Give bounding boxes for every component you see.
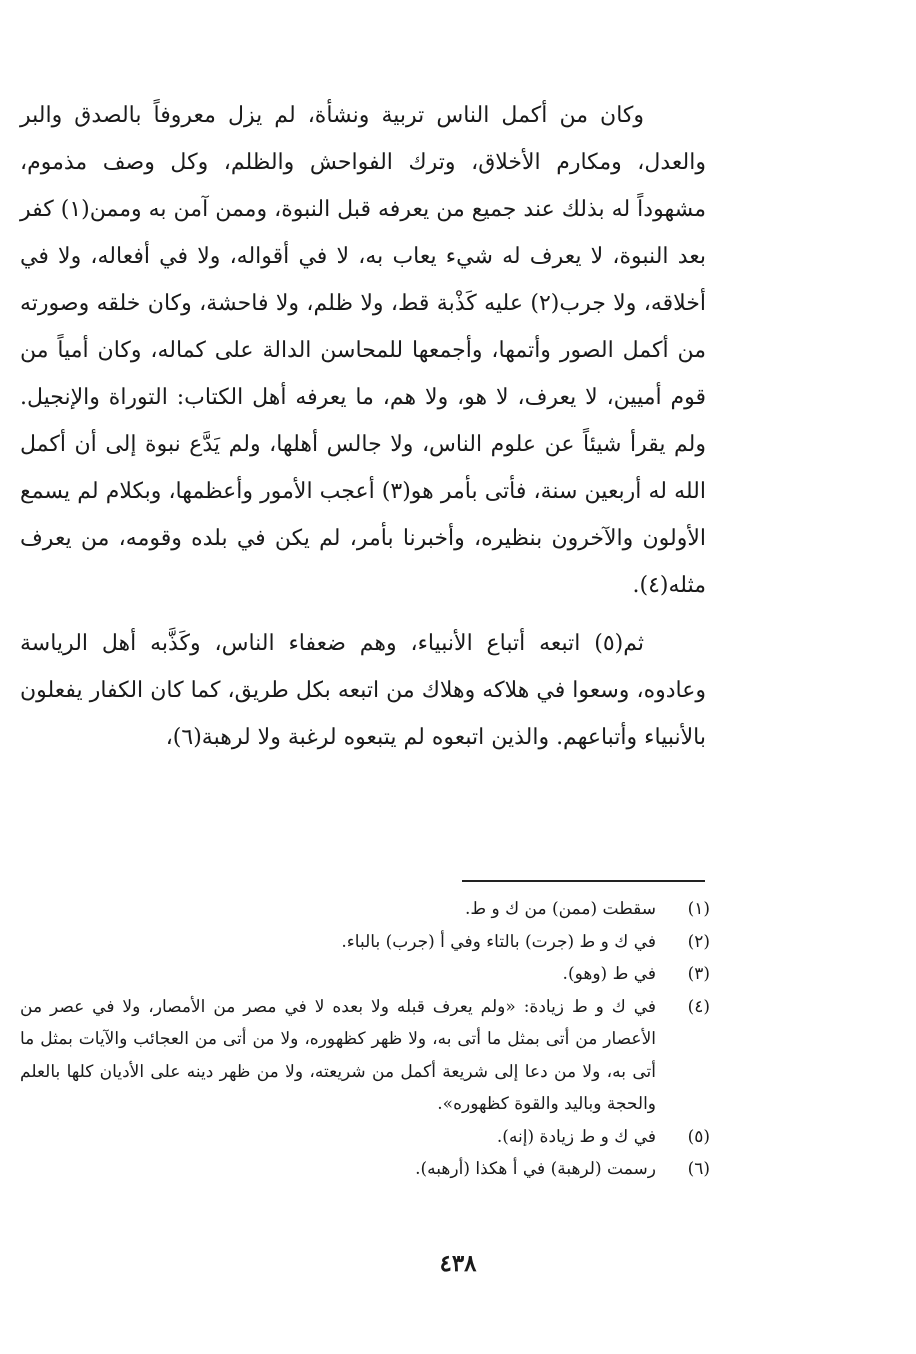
footnote-2 [20,926,710,959]
paragraph-2: ثم(٥) اتبعه أتباع الأنبياء، وهم ضعفاء الناس، وكَذَّبه أهل الرياسة وعادوه، وسعوا في هلاكه وهلاك من اتبعه بكل طريق، كما كان الكفار يفعلون بالأنبياء وأتباعهم. والذين اتبعوه لم يتبعوه لرغبة ولا لرهبة(٦)، [20,631,706,750]
footnote-number: (٥) [687,1126,710,1147]
footnote-number: (١) [687,899,710,919]
page-number: ٤٣٨ [439,1250,477,1277]
footnote-number: (٦) [687,1159,710,1179]
footnote-1 [20,893,710,926]
footnote-3 [20,958,710,991]
paragraph-1: وكان من أكمل الناس تربية ونشأة، لم يزل معروفاً بالصدق والبر والعدل، ومكارم الأخلاق، وترك الفواحش والظلم، وكل وصف مذموم، مشهوداً له بذلك عند جميع من يعرفه قبل النبوة، وممن آمن به وممن(١) كفر بعد النبوة، لا يعرف له شيء يعاب به، لا في أقواله، ولا في أفعاله، ولا في أخلاقه، ولا جرب(٢) عليه كَذْبة قط، ولا ظلم، ولا فاحشة، وكان خلقه وصورته من أكمل الصور وأتمها، وأجمعها للمحاسن الدالة على كماله، وكان أمياً من قوم أميين، لا يعرف، لا هو، ولا هم، ما يعرفه أهل الكتاب: التوراة والإنجيل. ولم يقرأ شيئاً عن علوم الناس، ولا جالس أهلها، ولم يَدَّع نبوة إلى أن أكمل الله له أربعين سنة، فأتى بأمر هو(٣) أعجب الأمور وأعظمها، وبكلام لم يسمع الأولون والآخرون بنظيره، وأخبرنا بأمر، لم يكن في بلده وقومه، من يعرف مثله(٤). [20,103,706,598]
footnote-text: في ك و ط زيادة: «ولم يعرف قبله ولا بعده لا في مصر من الأمصار، ولا في عصر من الأعصار من أتى بمثل ما أتى به، ولا ظهر كظهوره، ولا من أتى من العجائب والآيات بمثل ما أتى به، ولا من دعا إلى شريعة أكمل من شريعته، ولا من ظهر دينه على الأديان كلها بالعلم والحجة وباليد والقوة كظهوره». [20,996,656,1114]
footnote-text: رسمت (لرهبة) في أ هكذا (أرهبه). [415,1159,656,1179]
footnotes-list [20,893,710,1186]
footnote-number: (٤) [687,996,710,1017]
footnote-text: في ط (وهو). [562,964,656,984]
footnote-number: (٣) [687,964,710,984]
footnote-text: في ك و ط زيادة (إنه). [496,1126,656,1147]
footnote-5 [20,1121,710,1154]
footnote-text: في ك و ط (جرت) بالتاء وفي أ (جرب) بالباء. [341,931,656,952]
main-text [20,92,706,761]
footnote-separator [462,880,705,882]
footnote-text: سقطت (ممن) من ك و ط. [464,899,656,919]
footnote-6 [20,1153,710,1186]
footnote-number: (٢) [687,931,710,952]
footnote-4 [20,991,710,1121]
